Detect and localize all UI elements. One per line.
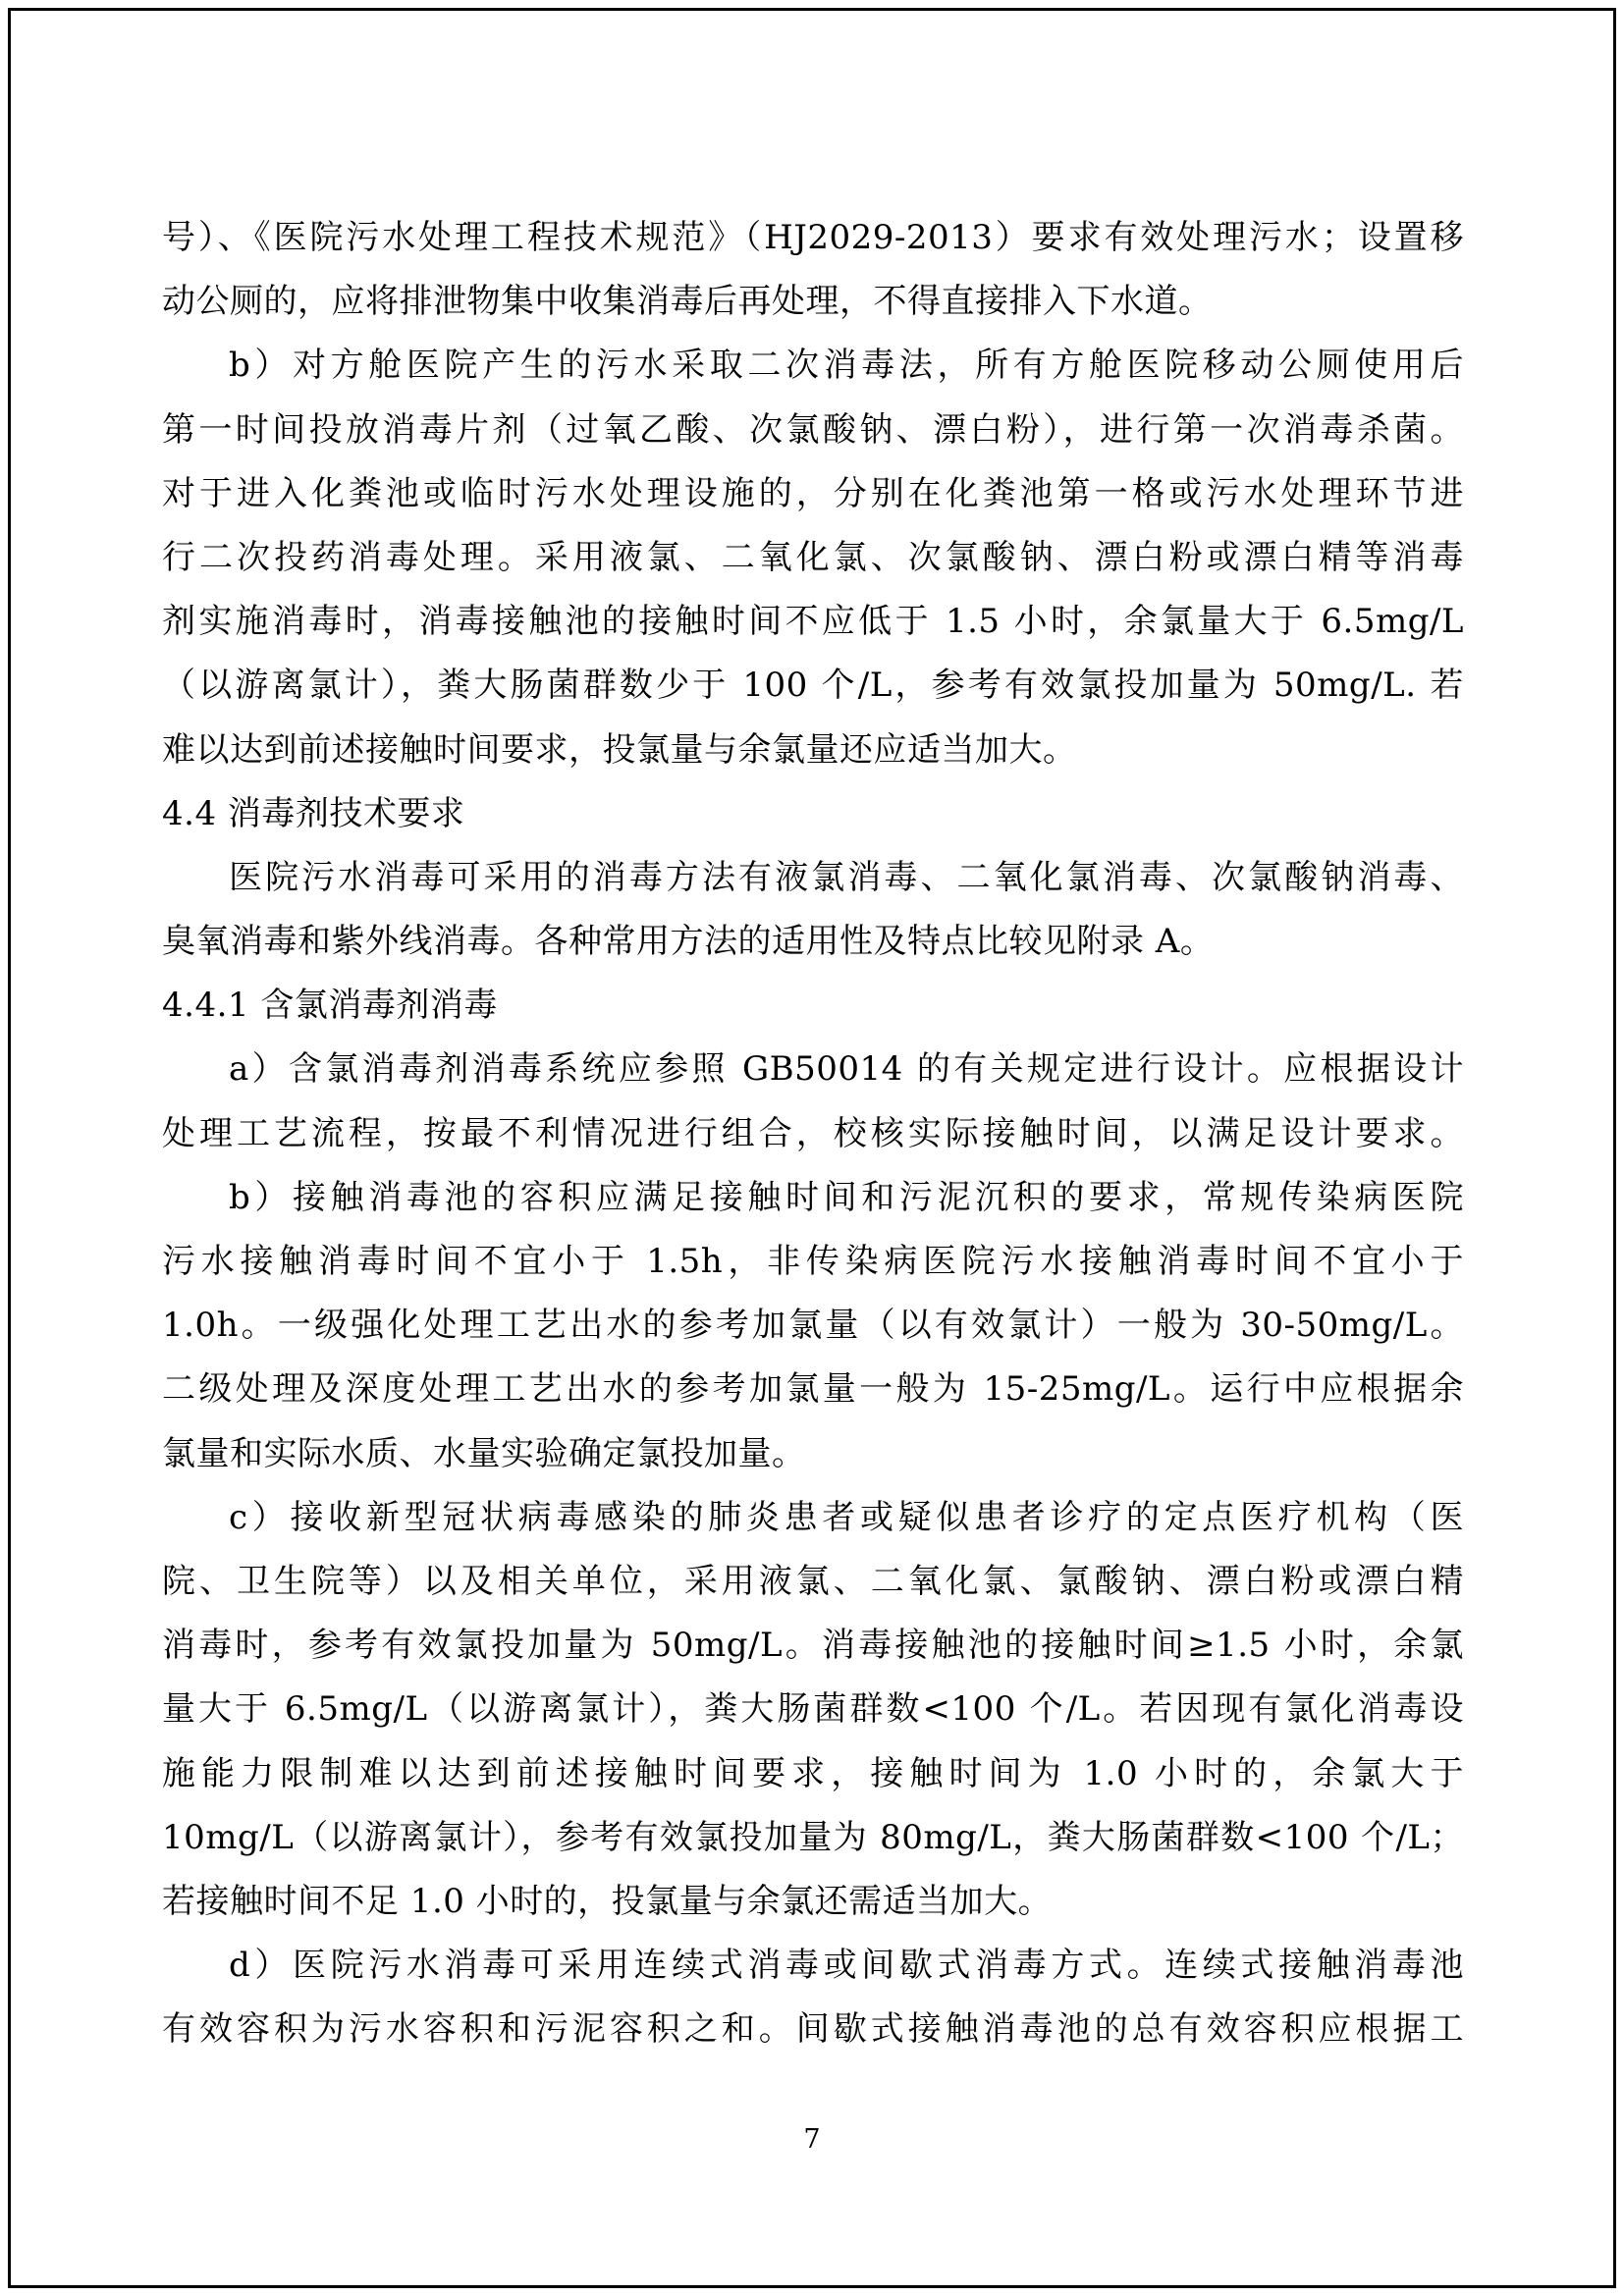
text-line-item-b: b）对方舱医院产生的污水采取二次消毒法，所有方舱医院移动公厕使用后 — [229, 346, 1464, 386]
text-line: 若接触时间不足 1.0 小时的，投氯量与余氯还需适当加大。 — [162, 1881, 1053, 1921]
text-line: 对于进入化粪池或临时污水处理设施的，分别在化粪池第一格或污水处理环节进 — [162, 473, 1464, 513]
section-heading-4-4: 4.4 消毒剂技术要求 — [162, 793, 465, 833]
text-line: 有效容积为污水容积和污泥容积之和。间歇式接触消毒池的总有效容积应根据工 — [162, 2009, 1464, 2050]
text-line: 医院污水消毒可采用的消毒方法有液氯消毒、二氧化氯消毒、次氯酸钠消毒、 — [229, 857, 1464, 897]
text-line: 臭氧消毒和紫外线消毒。各种常用方法的适用性及特点比较见附录 A。 — [162, 922, 1215, 962]
text-line: 剂实施消毒时，消毒接触池的接触时间不应低于 1.5 小时，余氯量大于 6.5mg/L — [162, 602, 1464, 642]
text-line: 行二次投药消毒处理。采用液氯、二氧化氯、次氯酸钠、漂白粉或漂白精等消毒 — [162, 537, 1464, 577]
text-line: 处理工艺流程，按最不利情况进行组合，校核实际接触时间，以满足设计要求。 — [162, 1113, 1464, 1153]
text-line: 氯量和实际水质、水量实验确定氯投加量。 — [162, 1433, 806, 1473]
text-line: 10mg/L（以游离氯计），参考有效氯投加量为 80mg/L，粪大肠菌群数<100 个/L； — [162, 1817, 1464, 1857]
text-line-item-c: c）接收新型冠状病毒感染的肺炎患者或疑似患者诊疗的定点医疗机构（医 — [229, 1497, 1464, 1537]
text-line: 二级处理及深度处理工艺出水的参考加氯量一般为 15-25mg/L。运行中应根据余 — [162, 1369, 1464, 1410]
text-line: 难以达到前述接触时间要求，投氯量与余氯量还应适当加大。 — [162, 729, 1077, 770]
page-number: 7 — [803, 2124, 821, 2155]
text-line: 1.0h。一级强化处理工艺出水的参考加氯量（以有效氯计）一般为 30-50mg/L。 — [162, 1306, 1464, 1346]
text-line: 第一时间投放消毒片剂（过氧乙酸、次氯酸钠、漂白粉），进行第一次消毒杀菌。 — [162, 409, 1464, 450]
text-line: 动公厕的，应将排泄物集中收集消毒后再处理，不得直接排入下水道。 — [162, 282, 1213, 322]
text-line: 污水接触消毒时间不宜小于 1.5h，非传染病医院污水接触消毒时间不宜小于 — [162, 1242, 1464, 1281]
text-line: 院、卫生院等）以及相关单位，采用液氯、二氧化氯、氯酸钠、漂白粉或漂白精 — [162, 1561, 1464, 1601]
text-line-item-a: a）含氯消毒剂消毒系统应参照 GB50014 的有关规定进行设计。应根据设计 — [229, 1049, 1464, 1090]
text-line-item-b2: b）接触消毒池的容积应满足接触时间和污泥沉积的要求，常规传染病医院 — [229, 1177, 1464, 1217]
section-heading-4-4-1: 4.4.1 含氯消毒剂消毒 — [162, 986, 498, 1026]
text-line: （以游离氯计），粪大肠菌群数少于 100 个/L，参考有效氯投加量为 50mg/L. 若 — [162, 666, 1464, 706]
text-line: 量大于 6.5mg/L（以游离氯计），粪大肠菌群数<100 个/L。若因现有氯化消毒设 — [162, 1689, 1464, 1730]
text-line: 消毒时，参考有效氯投加量为 50mg/L。消毒接触池的接触时间≥1.5 小时，余氯 — [162, 1626, 1464, 1666]
text-line-item-d: d）医院污水消毒可采用连续式消毒或间歇式消毒方式。连续式接触消毒池 — [229, 1946, 1464, 1986]
text-line: 号）、《医院污水处理工程技术规范》（HJ2029-2013）要求有效处理污水；设置移 — [162, 218, 1464, 257]
text-line: 施能力限制难以达到前述接触时间要求，接触时间为 1.0 小时的，余氯大于 — [162, 1753, 1464, 1793]
document-body — [162, 206, 1464, 2061]
